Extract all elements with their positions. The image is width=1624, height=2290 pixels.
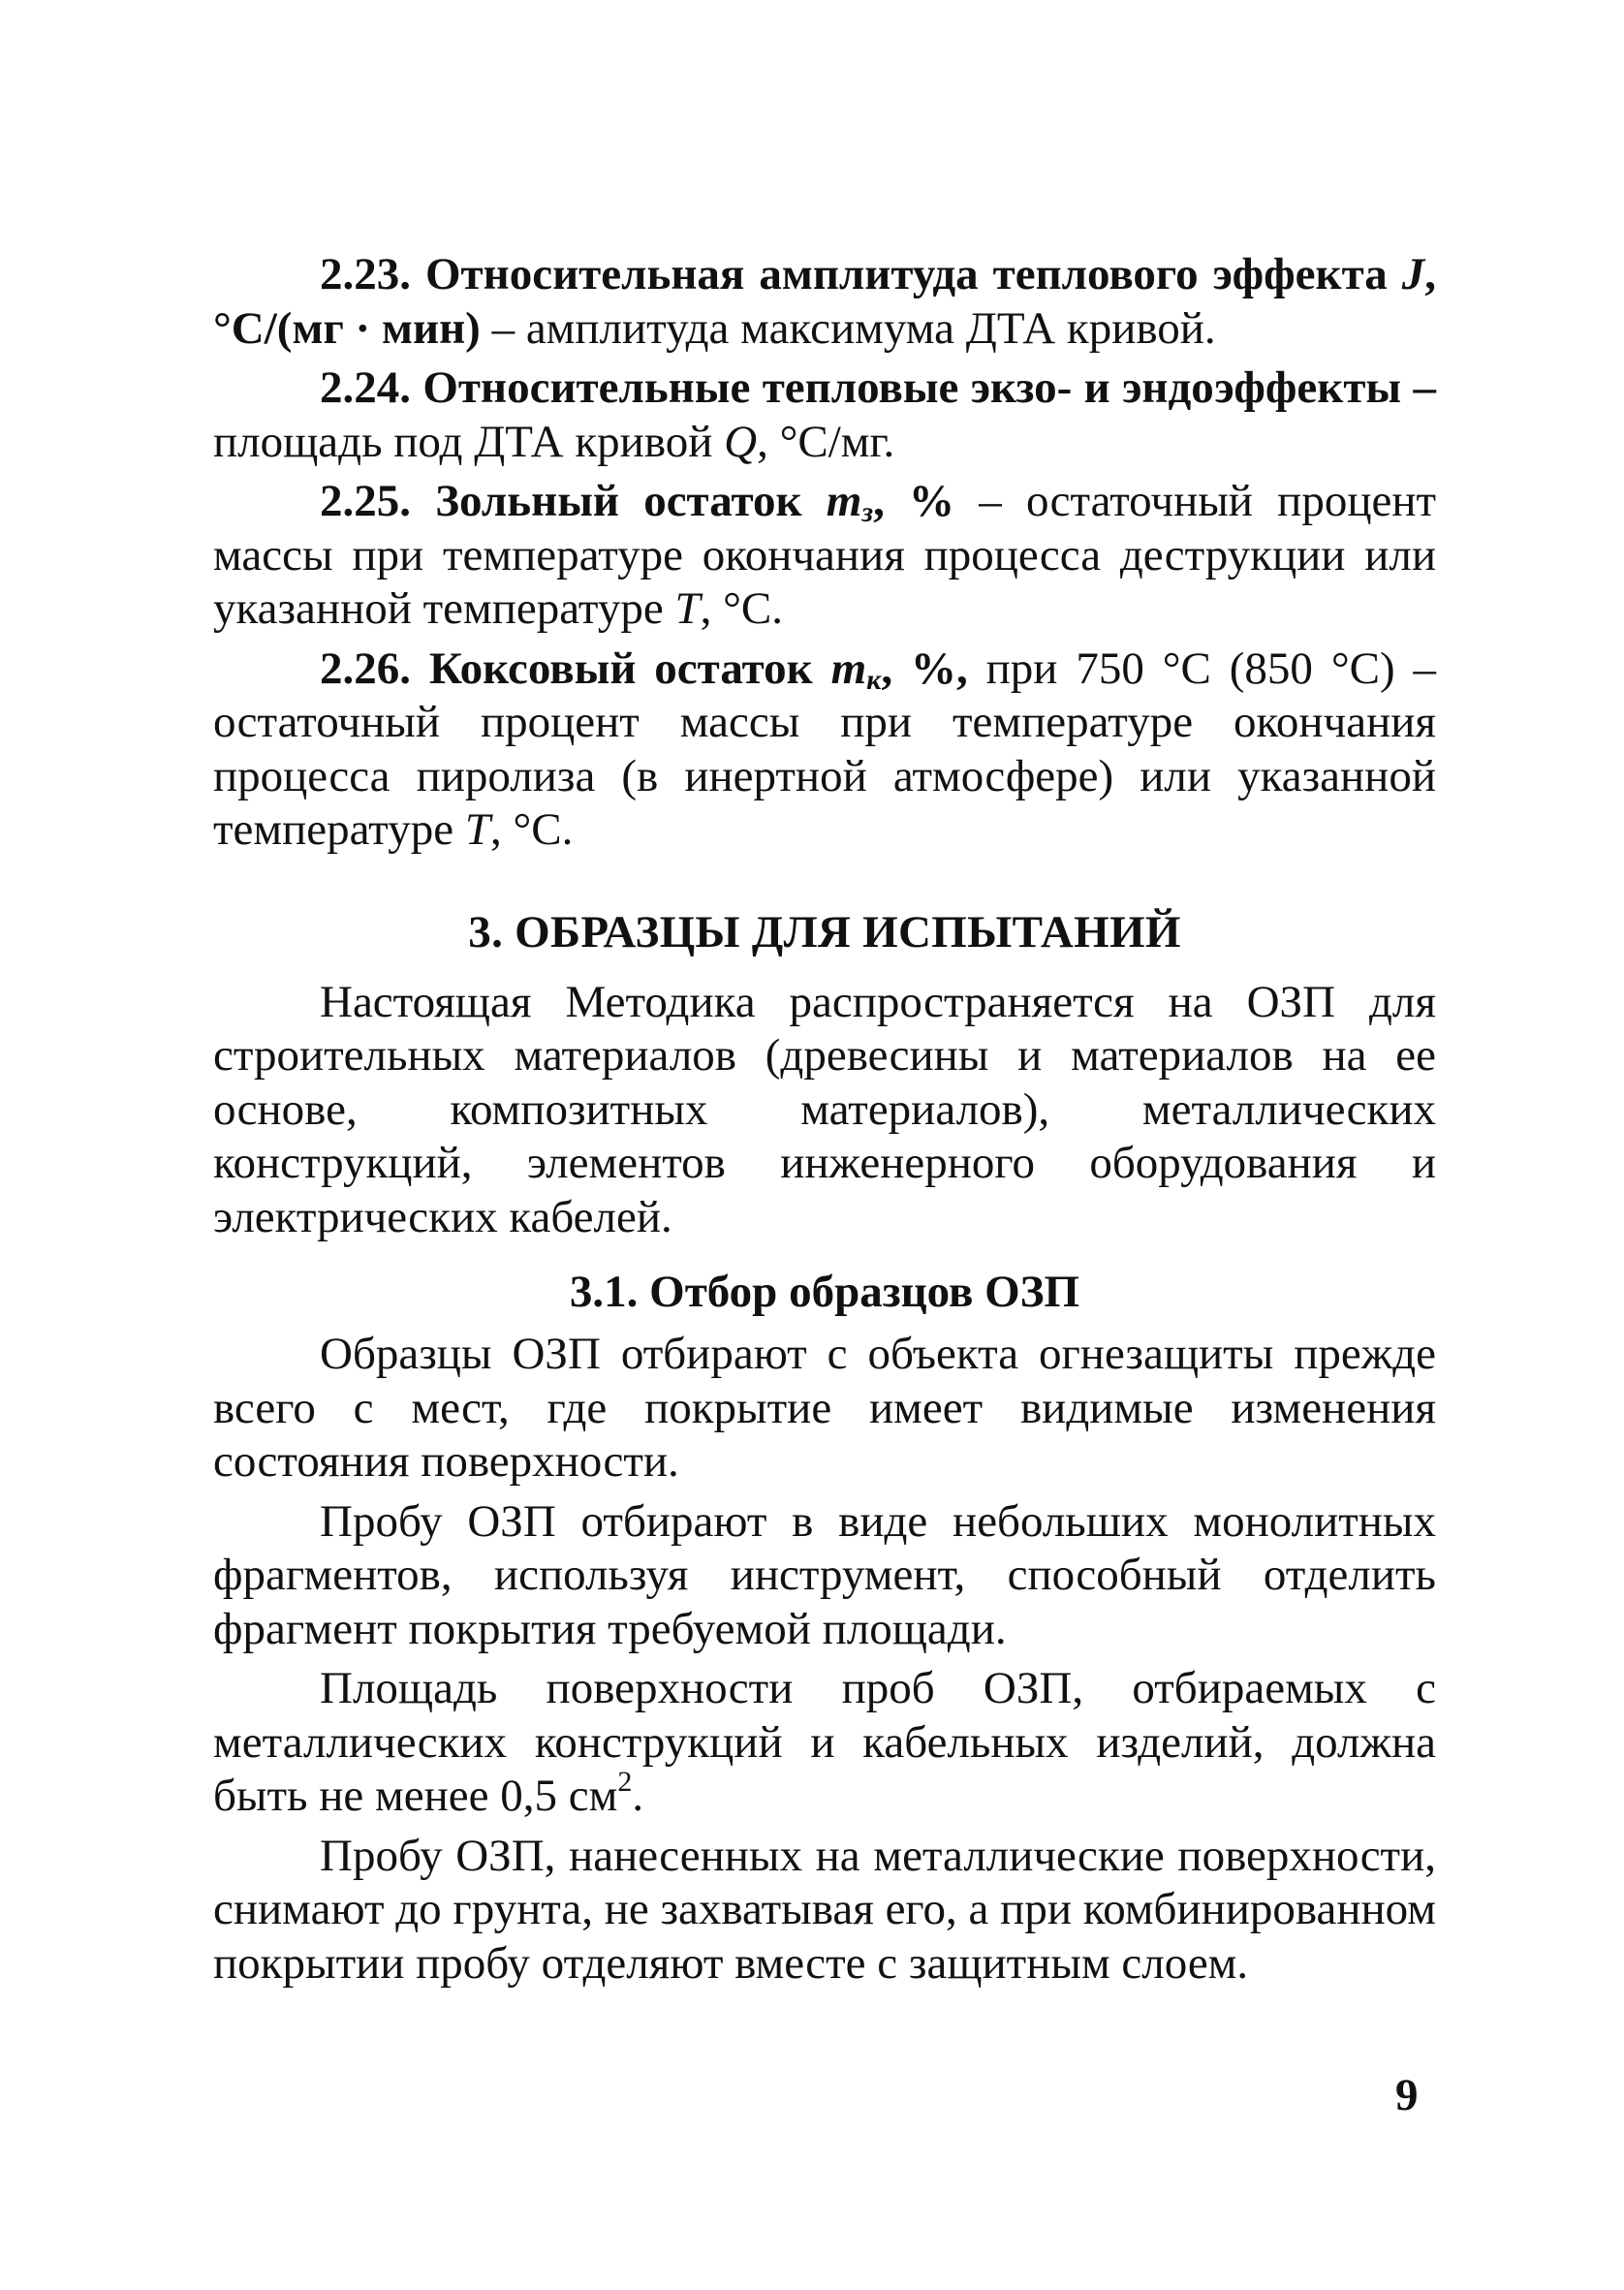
section-3-intro-paragraph: Настоящая Методика распространяется на ОЗП для строительных материалов (древесины и материалов на ее основе, композитных материалов), металлических конструкций, элементов инженерного оборудования и электрических кабелей.: [213, 976, 1436, 1242]
definition-number: 2.25.: [320, 476, 411, 526]
definition-symbol: J: [1401, 249, 1425, 299]
document-page: [213, 248, 1436, 1991]
definition-text: – амплитуда максимума ДТА кривой.: [480, 302, 1216, 354]
definition-number: 2.24.: [320, 362, 411, 413]
definition-symbol-temperature: Т: [464, 804, 490, 855]
definition-number: 2.26.: [320, 643, 411, 694]
definition-2-23: [213, 248, 1436, 356]
definition-unit: , %: [873, 476, 955, 526]
definition-symbol-subscript: к: [866, 663, 882, 696]
paragraph-sample-removal: Пробу ОЗП, нанесенных на металлические поверхности, снимают до грунта, не захватывая его, а при комбинированном покрытии пробу отделяют вместе с защитным слоем.: [213, 1830, 1436, 1989]
definition-symbol: m: [826, 476, 862, 526]
definition-symbol: m: [830, 643, 867, 694]
definition-symbol-subscript: з: [861, 496, 874, 528]
definition-text: при 750 °С (850 °С) – остаточный процент массы при температуре окончания процесса пиролиза (в инертной атмосфере) или указанной температуре: [213, 643, 1437, 855]
definition-term: Относительные тепловые экзо- и эндоэффекты –: [422, 362, 1436, 413]
definition-symbol-temperature: Т: [674, 583, 701, 634]
definition-2-24: [213, 361, 1436, 469]
definition-text-end: , °С/мг.: [757, 416, 895, 467]
definition-symbol: Q: [724, 416, 758, 467]
definition-2-26: [213, 643, 1436, 858]
definition-2-25: [213, 475, 1436, 637]
paragraph-text-end: .: [632, 1771, 644, 1821]
paragraph-sample-fragments: Пробу ОЗП отбирают в виде небольших монолитных фрагментов, используя инструмент, способный отделить фрагмент покрытия требуемой площади.: [213, 1495, 1436, 1654]
definition-term: Зольный остаток: [435, 476, 802, 526]
paragraph-sample-locations: Образцы ОЗП отбирают с объекта огнезащиты прежде всего с мест, где покрытие имеет видимые изменения состояния поверхности.: [213, 1329, 1436, 1487]
paragraph-sample-area: [213, 1662, 1436, 1824]
definition-unit: , %,: [881, 643, 968, 694]
definition-text-end: , °С.: [489, 804, 574, 855]
definition-number: 2.23.: [320, 249, 411, 299]
section-3-1-heading: 3.1. Отбор образцов ОЗП: [569, 1267, 1080, 1317]
definition-unit: , °С/(мг · мин): [213, 249, 1437, 354]
section-3-heading: 3. ОБРАЗЦЫ ДЛЯ ИСПЫТАНИЙ: [468, 906, 1181, 957]
unit-superscript: 2: [617, 1766, 633, 1798]
definition-text: площадь под ДТА кривой: [213, 416, 725, 467]
definition-term: Коксовый остаток: [428, 643, 813, 694]
paragraph-text: Площадь поверхности проб ОЗП, отбираемых с металлических конструкций и кабельных изделий, должна быть не менее 0,5 см: [213, 1663, 1436, 1821]
definition-term: Относительная амплитуда теплового эффекта: [425, 249, 1388, 299]
page-number: 9: [1395, 2070, 1419, 2120]
definition-text-end: , °С.: [700, 583, 783, 634]
definition-text: – остаточный процент массы при температуре окончания процесса деструкции или указанной температуре: [213, 476, 1437, 634]
